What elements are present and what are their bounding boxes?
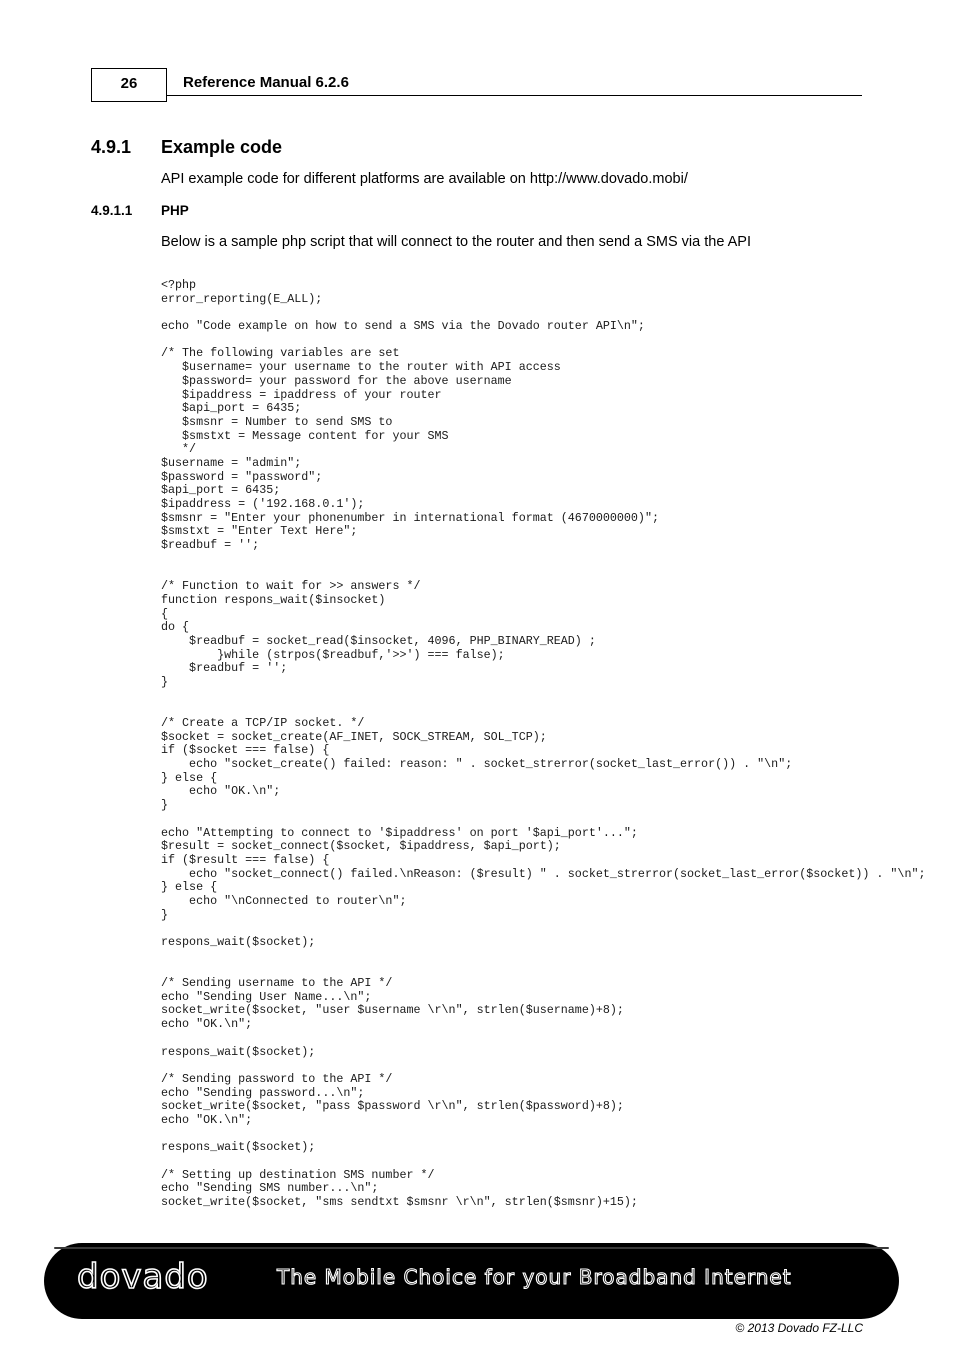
code-line: function respons_wait($insocket): [161, 592, 386, 607]
code-line: $readbuf = '';: [161, 661, 288, 676]
code-line: $ipaddress = ('192.168.0.1');: [161, 497, 365, 511]
section-title: Example code: [161, 137, 283, 157]
code-line: $result = socket_connect($socket, $ipaddress, $api_port);: [161, 839, 561, 854]
code-line: [161, 690, 954, 704]
code-line: echo "OK.\n";: [161, 784, 281, 799]
code-line: $api_port = 6435;: [161, 483, 281, 498]
code-line: $smsnr = Number to send SMS to: [161, 414, 393, 429]
code-line: respons_wait($socket);: [161, 1140, 316, 1155]
code-line: socket_write($socket, "sms sendtxt $smsnr \r\n", strlen($smsnr)+15);: [161, 1195, 638, 1210]
code-line: /* Setting up destination SMS number */: [161, 1167, 435, 1182]
dovado-logo: dovado: [77, 1257, 209, 1297]
code-line: $smstxt = "Enter Text Here";: [161, 524, 358, 539]
subsection-title: PHP: [161, 203, 189, 218]
code-line: $username = "admin";: [161, 455, 302, 470]
code-line: [161, 1128, 954, 1142]
code-line: */: [161, 442, 197, 457]
code-line: [161, 334, 954, 348]
code-line: {: [161, 606, 169, 621]
page-number: 26: [91, 68, 167, 102]
code-line: [161, 306, 954, 320]
code-line: echo "Sending User Name...\n";: [161, 989, 372, 1004]
header-divider: [167, 95, 862, 96]
code-line: error_reporting(E_ALL);: [161, 291, 323, 306]
code-line: [161, 703, 954, 717]
code-line: $socket = socket_create(AF_INET, SOCK_STREAM, SOL_TCP);: [161, 729, 547, 744]
code-line: socket_write($socket, "user $username \r\n", strlen($username)+8);: [161, 1003, 624, 1018]
code-line: /* Function to wait for >> answers */: [161, 579, 421, 594]
code-line: $password= your password for the above username: [161, 373, 512, 388]
code-line: [161, 1155, 954, 1169]
code-line: $api_port = 6435;: [161, 401, 302, 416]
code-line: echo "Code example on how to send a SMS via the Dovado router API\n";: [161, 319, 645, 334]
subsection-number: 4.9.1.1: [91, 203, 133, 218]
copyright-notice: © 2013 Dovado FZ-LLC: [735, 1321, 863, 1335]
document-title: Reference Manual 6.2.6: [183, 74, 349, 91]
code-line: echo "socket_connect() failed.\nReason: ($result) " . socket_strerror(socket_last_error($socket)) . "\n";: [161, 866, 926, 881]
code-line: } else {: [161, 770, 218, 785]
code-line: }while (strpos($readbuf,'>>') === false);: [161, 647, 505, 662]
code-line: echo "Attempting to connect to '$ipaddress' on port '$api_port'...";: [161, 825, 638, 840]
code-line: [161, 922, 954, 936]
code-line: <?php: [161, 279, 197, 292]
code-line: echo "\nConnected to router\n";: [161, 893, 407, 908]
code-line: /* Sending username to the API */: [161, 976, 393, 991]
code-listing: [161, 279, 954, 1210]
code-line: if ($socket === false) {: [161, 743, 330, 758]
code-line: }: [161, 674, 169, 689]
code-line: [161, 950, 954, 964]
code-line: } else {: [161, 880, 218, 895]
code-line: [161, 813, 954, 827]
code-line: $ipaddress = ipaddress of your router: [161, 387, 442, 402]
code-line: /* The following variables are set: [161, 346, 400, 361]
code-line: echo "Sending password...\n";: [161, 1085, 365, 1100]
code-line: /* Create a TCP/IP socket. */: [161, 716, 365, 730]
code-line: $smsnr = "Enter your phonenumber in international format (4670000000)";: [161, 510, 659, 525]
code-line: $password = "password";: [161, 469, 323, 484]
code-line: echo "socket_create() failed: reason: " . socket_strerror(socket_last_error()) . "\n";: [161, 757, 793, 772]
code-line: [161, 1059, 954, 1073]
code-line: $username= your username to the router with API access: [161, 360, 561, 375]
code-line: socket_write($socket, "pass $password \r\n", strlen($password)+8);: [161, 1099, 624, 1114]
subsection-description: Below is a sample php script that will connect to the router and then send a SMS via the API: [161, 234, 751, 250]
code-line: echo "OK.\n";: [161, 1112, 253, 1127]
code-line: respons_wait($socket);: [161, 935, 316, 949]
code-line: if ($result === false) {: [161, 852, 330, 867]
code-line: [161, 566, 954, 580]
code-line: echo "Sending SMS number...\n";: [161, 1181, 379, 1196]
code-line: /* Sending password to the API */: [161, 1071, 393, 1086]
code-line: $smstxt = Message content for your SMS: [161, 428, 449, 443]
code-line: $readbuf = socket_read($insocket, 4096, PHP_BINARY_READ) ;: [161, 633, 596, 648]
code-line: echo "OK.\n";: [161, 1017, 253, 1032]
code-line: [161, 963, 954, 977]
footer-banner: [44, 1243, 899, 1319]
code-line: [161, 1032, 954, 1046]
section-intro: API example code for different platforms are available on http://www.dovado.mobi/: [161, 171, 688, 187]
code-line: }: [161, 907, 169, 922]
code-line: respons_wait($socket);: [161, 1044, 316, 1059]
code-line: do {: [161, 620, 190, 635]
code-line: $readbuf = '';: [161, 538, 260, 553]
code-line: [161, 553, 954, 567]
footer-tagline: The Mobile Choice for your Broadband Internet: [277, 1265, 792, 1289]
code-line: }: [161, 798, 169, 813]
section-number: 4.9.1: [91, 137, 132, 157]
